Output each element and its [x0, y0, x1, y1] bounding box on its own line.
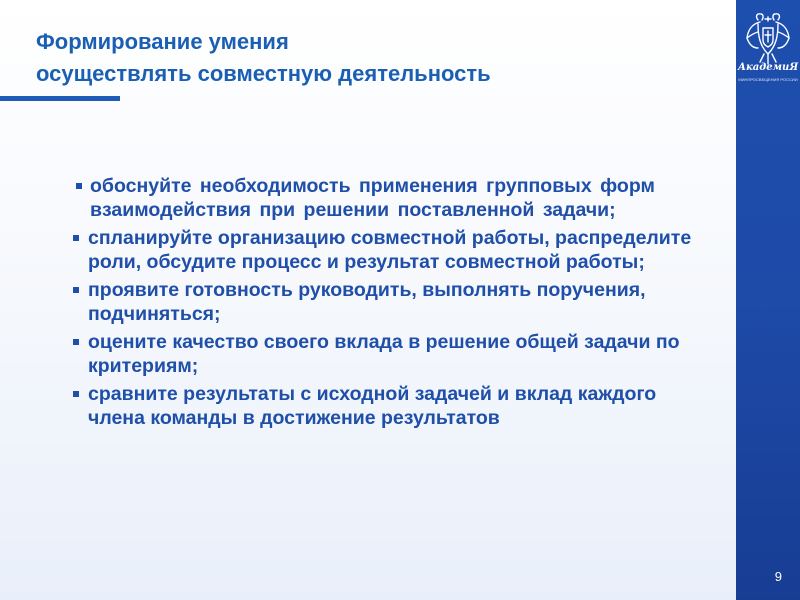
bullet-item [72, 226, 692, 274]
title-line-1: Формирование умения [36, 29, 289, 54]
bullet-text: сравните результаты с исходной задачей и вклад каждого члена команды в достижение результатов [88, 383, 657, 429]
title-line-2: осуществлять совместную деятельность [36, 61, 491, 86]
bullet-text: проявите готовность руководить, выполнять поручения, подчиняться; [88, 279, 646, 325]
title-underline [0, 96, 120, 101]
bullet-text: обоснуйте необходимость применения групповых форм взаимодействия при решении поставленной задачи; [90, 175, 655, 221]
bullet-item [72, 382, 692, 430]
bullet-text: спланируйте организацию совместной работы, распределите роли, обсудите процесс и результат совместной работы; [88, 227, 692, 273]
bullet-text: оцените качество своего вклада в решение общей задачи по критериям; [88, 331, 680, 377]
logo-name: АкадемиЯ [737, 62, 799, 73]
slide-title [36, 26, 696, 90]
square-bullet-icon [73, 287, 79, 293]
bullet-item [72, 330, 692, 378]
right-sidebar [736, 0, 800, 600]
square-bullet-icon [73, 391, 79, 397]
double-headed-eagle-icon [742, 10, 794, 102]
square-bullet-icon [73, 339, 79, 345]
logo-subtitle: МИНПРОСВЕЩЕНИЯ РОССИИ [738, 77, 798, 82]
bullet-list [72, 174, 692, 434]
page-number: 9 [774, 569, 782, 584]
bullet-item [72, 174, 692, 222]
square-bullet-icon [73, 235, 79, 241]
square-bullet-icon [76, 183, 82, 189]
bullet-item [72, 278, 692, 326]
